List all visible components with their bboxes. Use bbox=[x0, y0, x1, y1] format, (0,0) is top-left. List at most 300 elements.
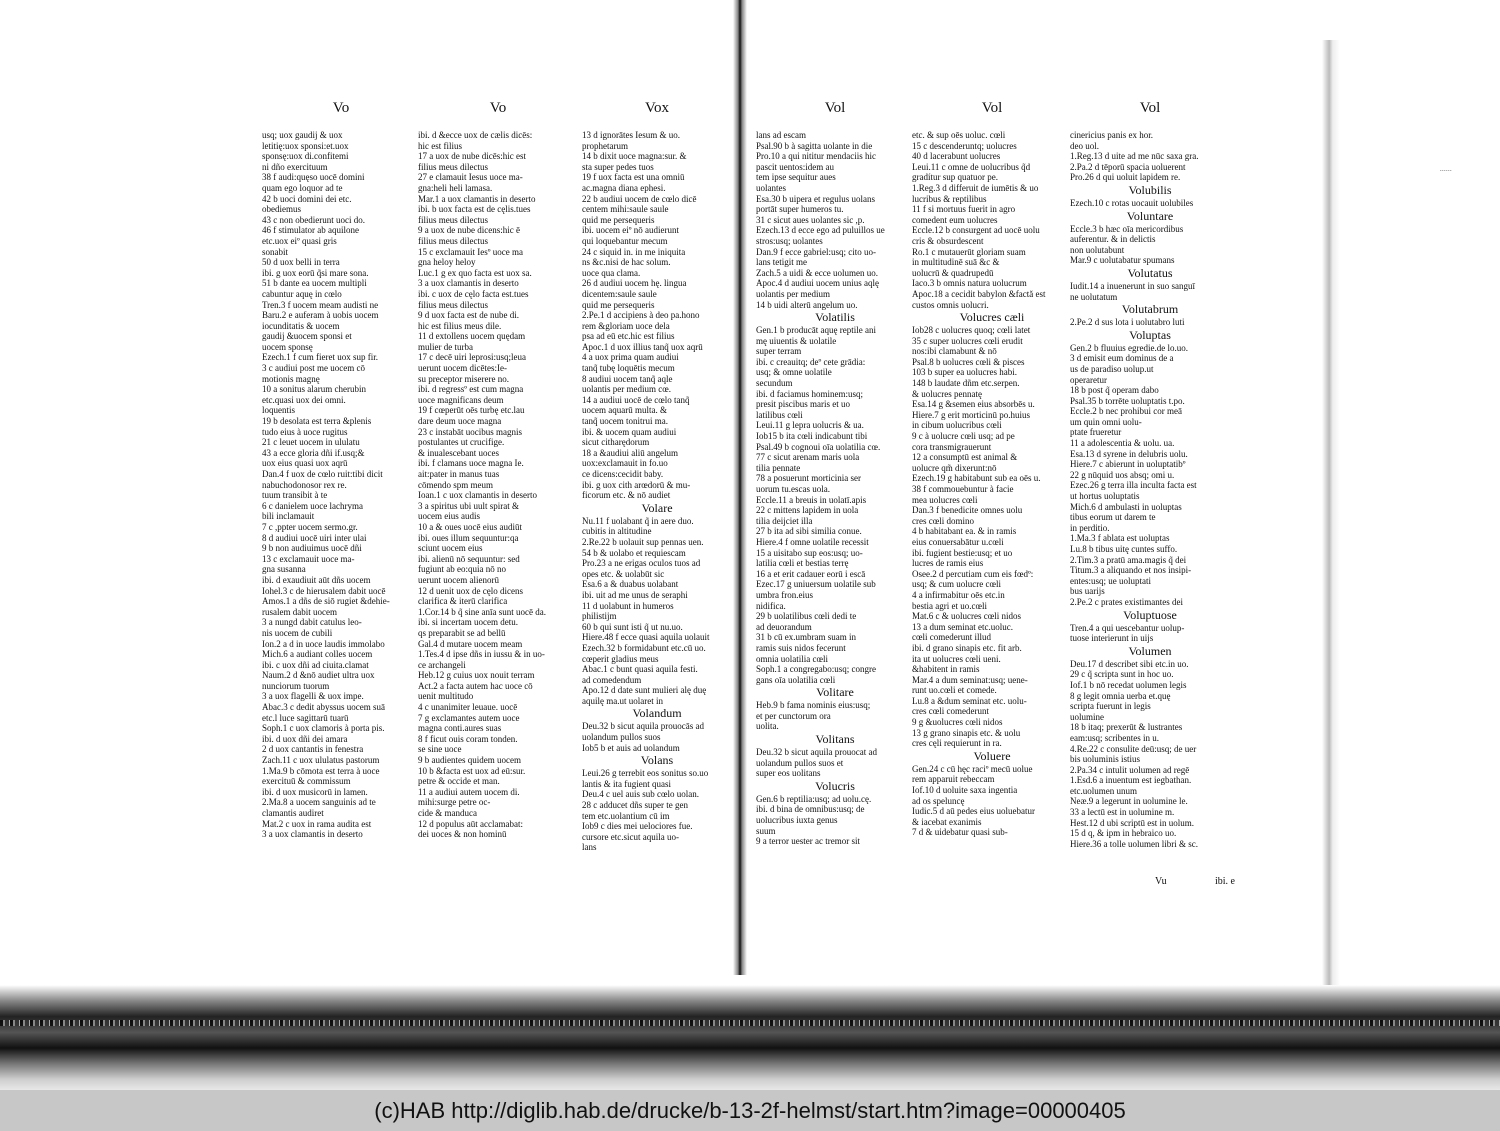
entry-line: etc. & sup oēs uoluc. cœli bbox=[912, 130, 1006, 140]
entry-line: 2 d uox cantantis in fenestra bbox=[262, 744, 364, 755]
entry-line: 35 c super uolucres cœli erudit bbox=[912, 335, 1023, 346]
entry-subheading: Volans bbox=[640, 753, 674, 768]
entry-line: tem etc.uolantium cū im bbox=[582, 810, 670, 821]
footer-url-text: (c)HAB http://diglib.hab.de/drucke/b-13-2f-helmst/start.htm?image=00000405 bbox=[374, 1097, 1126, 1123]
entry-line: nunciorum tuorum bbox=[262, 680, 330, 691]
right-page-column-1 bbox=[756, 100, 914, 847]
entry-line: ibi. d faciamus hominem:usq; bbox=[756, 388, 863, 399]
entry-line: Ezec.26 g terra illa inculta facta est bbox=[1070, 480, 1197, 491]
entry-line: loquentis bbox=[262, 405, 295, 416]
entry-line: tilia pennate bbox=[756, 462, 801, 473]
entry-line: Ezec.17 g uniuersum uolatile sub bbox=[756, 579, 876, 590]
entry-line: Dan.9 f ecce gabriel:usq; cito uo- bbox=[756, 246, 876, 257]
entry-line: lucres de ramis eius bbox=[912, 558, 984, 569]
entry-line: ibi. uocem eiº nō audierunt bbox=[582, 225, 680, 236]
entry-line: ns &c.nisi de hac solum. bbox=[582, 257, 671, 268]
entry-line: sonabit bbox=[262, 246, 288, 257]
entry-line: Amos.1 a dñs de siō rugiet &dehie- bbox=[262, 596, 390, 607]
entry-line: 26 d audiui uocem hę. lingua bbox=[582, 278, 687, 289]
entry-line: 1.Reg.13 d uite ad me nūc saxa gra. bbox=[1070, 151, 1199, 162]
entry-line: 2.Pa.2 d tēporū spacia uoluerent bbox=[1070, 161, 1186, 172]
entry-line: ibi. si incertam uocem detu. bbox=[418, 617, 518, 628]
entry-line: 12 a consumptū est animal & bbox=[912, 452, 1018, 463]
entry-line: 12 d populus aūt acclamabat: bbox=[418, 818, 523, 829]
entry-line: Hiere.7 g erit morticinū po.huius bbox=[912, 409, 1030, 420]
entry-line: Eccle.2 b nec prohibui cor meā bbox=[1070, 406, 1182, 417]
entry-line: uocem eius audis bbox=[418, 511, 480, 522]
entry-line: Abac.1 c bunt quasi aquila festi. bbox=[582, 664, 698, 675]
entry-line: Iudit.14 a inuenerunt in suo sanguī bbox=[1070, 280, 1195, 291]
entry-line: 4 a uox prima quam audiui bbox=[582, 352, 679, 363]
entry-line: Soph.1 c uox clamoris à porta pis. bbox=[262, 723, 385, 734]
entry-line: Titum.3 a aliquando et nos insipi- bbox=[1070, 565, 1192, 576]
entry-line: Hest.12 d ubi scriptū est in uolum. bbox=[1070, 817, 1194, 828]
entry-line: 23 c instabāt uocibus magnis bbox=[418, 426, 522, 437]
entry-line: bestia agri et uo.cœli bbox=[912, 600, 987, 611]
entry-line: uocem sponsę bbox=[262, 341, 313, 352]
entry-line: tilia deijciet illa bbox=[756, 515, 813, 526]
entry-line: 3 a nungd dabit catulus leo- bbox=[262, 617, 362, 628]
entry-line: Esa.14 g &semen eius absorbēs u. bbox=[912, 399, 1035, 410]
entry-line: mea uolucres cœli bbox=[912, 494, 978, 505]
entry-line: Osee.2 d percutiam cum eis fœdº: bbox=[912, 568, 1034, 579]
entry-line: uoce qua clama. bbox=[582, 267, 641, 278]
entry-subheading: Voluere bbox=[973, 748, 1011, 763]
scan-bottom-band bbox=[0, 985, 1500, 1090]
entry-line: uolucre qm̃ dixerunt:nō bbox=[912, 462, 997, 473]
entry-line: exercituū & commissum bbox=[262, 776, 351, 787]
entry-line: 21 c leuet uocem in ululatu bbox=[262, 437, 360, 448]
entry-line: Tren.4 a qui uescebantur uolup- bbox=[1070, 622, 1185, 633]
entry-line: se sine uoce bbox=[418, 744, 462, 755]
entry-line: 22 b audiui uocem de cœlo dicē bbox=[582, 193, 697, 204]
entry-line: 38 f audi:quęso uocē domini bbox=[262, 172, 365, 183]
entry-line: tibus eorum ut darem te bbox=[1070, 512, 1156, 523]
entry-line: Hiere.7 c abierunt in uoluptatibº bbox=[1070, 459, 1186, 470]
entry-line: 27 e clamauit Iesus uoce ma- bbox=[418, 172, 523, 183]
entry-line: & iacebat exanimis bbox=[912, 816, 982, 827]
entry-line: 33 a lectū est in uolumine m. bbox=[1070, 807, 1175, 818]
entry-line: 2.Pa.34 c intulit uolumen ad regē bbox=[1070, 764, 1190, 775]
entry-line: Iudic.5 d aū pedes eius uoluebatur bbox=[912, 806, 1035, 817]
entry-line: nabuchodonosor rex re. bbox=[262, 479, 347, 490]
entry-line: Psal.8 b uolucres cœli & pisces bbox=[912, 356, 1025, 367]
entry-line: qui loquebantur mecum bbox=[582, 235, 668, 246]
entry-line: uolita. bbox=[756, 721, 779, 732]
entry-line: comedent eum uolucres bbox=[912, 214, 998, 225]
entry-line: ibi. alienū nō sequuntur: sed bbox=[418, 553, 520, 564]
entry-line: petre & occide et man. bbox=[418, 776, 500, 787]
entry-line: 11 d uolabunt in humeros bbox=[582, 600, 674, 611]
margin-note: ...... bbox=[1440, 164, 1452, 173]
entry-line: 16 a et erit cadauer eorū i escā bbox=[756, 568, 866, 579]
entry-line: Ezech.10 c rotas uocauit uolubiles bbox=[1070, 197, 1194, 208]
entry-line: ac.magna diana ephesi. bbox=[582, 182, 666, 193]
entry-line: &habitent in ramis bbox=[912, 664, 980, 675]
entry-line: 7 g exclamantes autem uoce bbox=[418, 712, 520, 723]
entry-line: 18 b itaq; prexerūt & lustrantes bbox=[1070, 722, 1183, 733]
entry-line: ce dicens:cecidit baby. bbox=[582, 469, 664, 479]
entry-line: bus uarijs bbox=[1070, 586, 1105, 597]
entry-line: rusalem dabit uocem bbox=[262, 606, 337, 617]
entry-subheading: Voluptuose bbox=[1123, 607, 1177, 622]
entry-line: dare deum uoce magna bbox=[418, 416, 502, 427]
entry-line: ita ut uolucres cœli ueni. bbox=[912, 653, 1001, 664]
entry-line: Mar.9 c uolutabatur spumans bbox=[1070, 255, 1175, 266]
entry-line: 11 f si mortuus fuerit in agro bbox=[912, 204, 1016, 215]
entry-line: nos:ibi clamabunt & nō bbox=[912, 346, 997, 357]
entry-line: Heb.9 b fama nominis eius:usq; bbox=[756, 700, 871, 711]
entry-line: Esa.6 a & duabus uolabant bbox=[582, 579, 679, 590]
entry-line: runt uo.cœli et comede. bbox=[912, 685, 997, 696]
entry-line: dei uoces & non hominū bbox=[418, 829, 507, 840]
entry-line: Ezech.13 d ecce ego ad puluillos ue bbox=[756, 225, 885, 236]
column-header: Vox bbox=[645, 100, 669, 116]
entry-line: omnia uolatilia cœli bbox=[756, 653, 828, 664]
entry-line: 2.Ma.8 a uocem sanguinis ad te bbox=[262, 797, 376, 808]
entry-subheading: Volubilis bbox=[1128, 182, 1172, 197]
entry-line: etc.uolumen unum bbox=[1070, 785, 1137, 796]
entry-line: sta super pedes tuos bbox=[582, 161, 654, 172]
entry-line: 50 d uox belli in terra bbox=[262, 257, 340, 268]
entry-line: Gen.1 b producāt aquę reptile ani bbox=[756, 325, 876, 336]
right-page-column-2 bbox=[912, 100, 1072, 838]
entry-line: Zach.11 c uox ululatus pastorum bbox=[262, 755, 380, 766]
entry-line: ibi. d bina de omnibus:usq; de bbox=[756, 804, 865, 815]
entry-line: opes etc. & uolabūt sic bbox=[582, 568, 665, 579]
entry-line: postulantes ut crucifige. bbox=[418, 437, 505, 448]
entry-line: Baru.2 e auferam à uobis uocem bbox=[262, 310, 379, 321]
entry-line: Pro.23 a ne erigas oculos tuos ad bbox=[582, 558, 701, 569]
entry-line: cres cœli domino bbox=[912, 515, 974, 526]
entry-line: 2.Tim.3 a pratū ama.magis q̃ dei bbox=[1070, 554, 1187, 565]
entry-line: latilibus cœli bbox=[756, 409, 803, 420]
entry-line: 10 a & oues uocē eius audiūt bbox=[418, 521, 522, 532]
entry-line: ad os speluncę bbox=[912, 795, 965, 806]
entry-line: rem apparuit rebeccam bbox=[912, 774, 995, 785]
entry-line: magna conti.aures suas bbox=[418, 723, 502, 734]
entry-line: 1.Ma.3 f ablata est uoluptas bbox=[1070, 533, 1170, 544]
entry-line: Act.2 a facta autem hac uoce cō bbox=[418, 680, 533, 691]
entry-line: 9 a terror uester ac tremor sit bbox=[756, 836, 860, 847]
entry-line: 3 a uox clamantis in deserto bbox=[418, 278, 519, 289]
entry-line: portāt super humeros tu. bbox=[756, 204, 844, 215]
entry-line: uocem aquarū multa. & bbox=[582, 405, 667, 416]
entry-line: Deu.32 b sicut aquila prouocat ad bbox=[756, 747, 877, 758]
entry-line: Iof.10 d uoluite saxa ingentia bbox=[912, 785, 1018, 796]
entry-line: Ezech.19 g habitabunt sub ea oēs u. bbox=[912, 473, 1041, 484]
entry-line: 11 a audiui autem uocem di. bbox=[418, 786, 520, 797]
entry-line: uerunt uocem dicētes:Ie- bbox=[418, 363, 507, 374]
entry-line: sciunt uocem eius bbox=[418, 543, 483, 554]
entry-line: 1.Ma.9 b cōmota est terra à uoce bbox=[262, 765, 380, 776]
entry-line: Heb.12 g cuius uox nouit terram bbox=[418, 670, 535, 681]
entry-line: Iof.1 b nō recedat uolumen legis bbox=[1070, 679, 1187, 690]
entry-line: Ezech.32 b formidabunt etc.cū uo. bbox=[582, 642, 706, 653]
entry-line: Apoc.1 d uox illius tanq̃ uox aqrū bbox=[582, 341, 703, 352]
entry-line: cinericius panis ex hor. bbox=[1070, 130, 1153, 140]
entry-line: quam ego loquor ad te bbox=[262, 182, 343, 193]
entry-line: tanq̃ tubę loquētis mecum bbox=[582, 363, 675, 374]
entry-line: 77 c sicut arenam maris uola bbox=[756, 452, 860, 463]
entry-line: fugiunt ab eo:quia nō no bbox=[418, 564, 506, 575]
entry-line: non uolutabunt bbox=[1070, 244, 1125, 255]
entry-line: su preceptor miserere no. bbox=[418, 373, 509, 384]
entry-line: Iohel.3 c de hierusalem dabit uocē bbox=[262, 585, 386, 596]
entry-line: aquilę ma.ut uolaret in bbox=[582, 695, 663, 706]
column-header: Vol bbox=[981, 100, 1003, 116]
entry-line: ibi. oues illum sequuntur:qa bbox=[418, 532, 519, 543]
entry-line: Psal.35 b torrēte uoluptatis t.po. bbox=[1070, 395, 1185, 406]
entry-line: ficorum etc. & nō audiet bbox=[582, 490, 671, 501]
entry-line: Eccle.12 b consurgent ad uocē uolu bbox=[912, 225, 1040, 236]
entry-line: suum bbox=[756, 825, 776, 836]
entry-line: psa ad eū etc.hic est filius bbox=[582, 331, 675, 342]
entry-line: 4.Re.22 c consulite deū:usq; de uer bbox=[1070, 743, 1197, 754]
entry-line: Hiere.36 a tolle uolumen libri & sc. bbox=[1070, 838, 1198, 849]
entry-line: usq; & omne uolatile bbox=[756, 367, 832, 378]
entry-line: Eccle.3 b hæc oīa mericordibus bbox=[1070, 223, 1184, 234]
entry-line: 11 a adolescentia & uolu. ua. bbox=[1070, 438, 1175, 449]
entry-line: 9 b audientes quidem uocem bbox=[418, 755, 521, 766]
entry-line: 3 c audiui post me uocem cō bbox=[262, 363, 365, 374]
entry-line: 4 b habitabant ea. & in ramis bbox=[912, 526, 1017, 537]
entry-subheading: Voluntare bbox=[1126, 208, 1174, 223]
entry-line: operaretur bbox=[1070, 374, 1107, 385]
entry-line: Lu.8 a &dum seminat etc. uolu- bbox=[912, 695, 1027, 706]
binding-gutter bbox=[733, 0, 747, 975]
entry-line: Eccle.11 a breuis in uolatī.apis bbox=[756, 494, 867, 505]
entry-line: 9 a uox de nube dicens:hic ē bbox=[418, 225, 520, 236]
entry-line: hic est filius bbox=[418, 140, 462, 151]
entry-line: cœperit gladius meus bbox=[582, 653, 659, 664]
entry-line: 14 a audiui uocē de cœlo tanq̃ bbox=[582, 394, 690, 405]
entry-line: pascit uentos:idem au bbox=[756, 161, 834, 172]
entry-line: Zach.5 a uidi & ecce uolumen uo. bbox=[756, 267, 878, 278]
entry-line: Deu.17 d describet sibi etc.in uo. bbox=[1070, 658, 1189, 669]
entry-line: 29 c q̃ scripta sunt in hoc uo. bbox=[1070, 669, 1174, 680]
entry-line: 2.Pe.1 d accipiens à deo pa.hono bbox=[582, 310, 700, 321]
page-edge-shadow bbox=[1322, 40, 1340, 990]
entry-line: 24 c siquid in. in me iniquita bbox=[582, 246, 686, 257]
entry-line: uolucribus iuxta genus bbox=[756, 815, 838, 826]
left-page-column-3 bbox=[582, 100, 732, 853]
entry-line: filius meus dilectus bbox=[418, 214, 488, 225]
entry-subheading: Volucres cæli bbox=[959, 310, 1025, 325]
entry-line: 1.Reg.3 d differuit de iumētis & uo bbox=[912, 182, 1039, 193]
entry-line: Hiere.4 f omne uolatile recessit bbox=[756, 536, 869, 547]
entry-line: 11 d extollens uocem quędam bbox=[418, 331, 526, 342]
entry-line: gradítur sup quatuor pe. bbox=[912, 172, 998, 183]
entry-line: mihi:surge petre oc- bbox=[418, 797, 491, 808]
entry-line: custos omnis uolucri. bbox=[912, 299, 989, 310]
entry-line: cubitis in altitudine bbox=[582, 526, 652, 537]
column-header: Vo bbox=[489, 100, 507, 116]
entry-line: Psal.90 b à sagitta uolante in die bbox=[756, 140, 873, 151]
entry-line: cres cęli requierunt in ra. bbox=[912, 738, 1002, 749]
entry-line: 42 b uoci domini dei etc. bbox=[262, 193, 352, 204]
entry-line: Mat.6 c & uolucres cœli nidos bbox=[912, 611, 1021, 622]
entry-line: Pro.26 d qui uoluit lapidem re. bbox=[1070, 172, 1181, 183]
entry-line: uolantis per medium cœ. bbox=[582, 384, 671, 395]
entry-line: ibi. fugient bestie:usq; et uo bbox=[912, 547, 1013, 558]
entry-line: Mat.2 c uox in rama audita est bbox=[262, 818, 372, 829]
entry-line: Apoc.4 d audiui uocem unius aqlę bbox=[756, 278, 879, 289]
entry-line: ibi. & uocem quam audiui bbox=[582, 426, 677, 437]
entry-line: filius meus dilectus bbox=[418, 235, 488, 246]
entry-line: uorum tu.escas uola. bbox=[756, 484, 830, 494]
entry-line: 13 g grano sinapis etc. & uolu bbox=[912, 727, 1021, 738]
entry-subheading: Volumen bbox=[1128, 643, 1172, 658]
entry-line: 8 audiui uocem tanq̃ aqle bbox=[582, 373, 673, 384]
entry-line: uolantes bbox=[756, 182, 786, 193]
entry-line: uolandum pullos suos bbox=[582, 732, 661, 743]
entry-line: ad comedendum bbox=[582, 674, 642, 685]
entry-line: 1.Cor.14 b q̃ sine anīa sunt uocē da. bbox=[418, 606, 546, 617]
footer-bar bbox=[0, 1090, 1500, 1131]
entry-line: 29 b uolatilibus cœli dedi te bbox=[756, 611, 857, 622]
entry-line: 9 c à uolucre cœli usq; ad pe bbox=[912, 431, 1015, 442]
entry-line: 3 a uox flagelli & uox impe. bbox=[262, 691, 364, 702]
entry-line: 7 d & uidebatur quasi sub- bbox=[912, 827, 1008, 838]
entry-line: tudo eius à uoce rugitus bbox=[262, 426, 348, 437]
entry-line: Nu.11 f uolabant q̃ in aere duo. bbox=[582, 515, 694, 526]
entry-line: Deu.32 b sicut aquila prouocās ad bbox=[582, 721, 704, 732]
entry-line: ibi. g uox cith arœdorū & mu- bbox=[582, 479, 691, 490]
entry-line: ibi. d regressº est cum magna bbox=[418, 384, 524, 395]
entry-line: 46 f stimulator ab aquilone bbox=[262, 225, 359, 236]
entry-line: in perditio. bbox=[1070, 522, 1110, 533]
entry-line: filius meus dilectus bbox=[418, 161, 488, 172]
entry-line: 8 d audiui uocē uiri inter ulai bbox=[262, 532, 367, 543]
entry-line: gans oīa uolatilia cœli bbox=[756, 674, 836, 685]
entry-line: etc.quasi uox dei omni. bbox=[262, 394, 346, 405]
entry-line: Abac.3 c dedit abyssus uocem suā bbox=[262, 702, 385, 713]
entry-line: in cibum uolucribus cœli bbox=[912, 420, 1002, 431]
entry-line: ne uolutatum bbox=[1070, 291, 1118, 302]
entry-subheading: Volatilis bbox=[815, 310, 855, 325]
entry-line: auferentur. & in delictis bbox=[1070, 234, 1156, 245]
entry-line: 13 a dum seminat etc.uoluc. bbox=[912, 621, 1013, 632]
entry-line: cōmendo spm meum bbox=[418, 479, 493, 490]
entry-line: 9 b non audiuimus uocē dñi bbox=[262, 543, 362, 554]
entry-subheading: Volare bbox=[641, 500, 673, 515]
entry-line: philistijm bbox=[582, 611, 617, 622]
entry-line: ut hortus uoluptatis bbox=[1070, 491, 1140, 502]
entry-line: 1.Esd.6 a inuentum est iegbathan. bbox=[1070, 775, 1192, 786]
entry-line: ibi. d &ecce uox de cælis dicēs: bbox=[418, 130, 533, 140]
entry-line: Ioan.1 c uox clamantis in deserto bbox=[418, 490, 537, 501]
entry-line: mę uiuentis & uolatile bbox=[756, 335, 837, 346]
entry-line: lans tetigit me bbox=[756, 257, 807, 268]
entry-subheading: Voluptas bbox=[1129, 327, 1171, 342]
entry-subheading: Volucris bbox=[815, 778, 855, 793]
entry-line: Lu.8 b tibus uitę cuntes suffo. bbox=[1070, 544, 1178, 554]
entry-line: Mich.6 a audiant colles uocem bbox=[262, 649, 373, 660]
entry-line: 31 c sicut aues uolantes sic ,p. bbox=[756, 214, 865, 225]
entry-line: ait:pater in manus tuas bbox=[418, 469, 500, 479]
entry-line: Ion.2 a d in uoce laudis immolabo bbox=[262, 638, 385, 649]
entry-line: nidifica. bbox=[756, 600, 786, 611]
entry-line: ibi. c creauitq; deº cete grādia: bbox=[756, 356, 866, 367]
entry-line: gna heloy heloy bbox=[418, 257, 476, 268]
entry-line: 4 a infirmabitur oēs etc.in bbox=[912, 589, 1005, 600]
entry-line: tuum transibit à te bbox=[262, 490, 328, 501]
entry-line: & uolucres pennatę bbox=[912, 388, 982, 399]
catchword-right: ibi. e bbox=[1215, 876, 1235, 887]
entry-line: cide & manduca bbox=[418, 808, 477, 818]
entry-line: 7 c ,ppter uocem sermo.gr. bbox=[262, 521, 358, 532]
entry-line: ptate frueretur bbox=[1070, 427, 1122, 438]
entry-line: 10 b &facta est uox ad eū:sur. bbox=[418, 765, 526, 776]
entry-line: ibi. c uox de cęlo facta est.tues bbox=[418, 288, 529, 299]
entry-line: tuose interierunt in uijs bbox=[1070, 633, 1154, 644]
entry-line: obediemus bbox=[262, 204, 301, 215]
entry-line: 27 b ita ad sibi similia conue. bbox=[756, 526, 862, 537]
entry-line: Esa.13 d syrene in delubris uolu. bbox=[1070, 448, 1188, 459]
entry-line: qs preparabit se ad bellū bbox=[418, 627, 506, 638]
entry-line: 19 f cœperūt oēs turbę etc.lau bbox=[418, 405, 525, 416]
entry-line: uolantis per medium bbox=[756, 288, 830, 299]
entry-line: 8 g legit omnia uerba et.quę bbox=[1070, 690, 1171, 701]
entry-line: Mich.6 d ambulasti in uoluptas bbox=[1070, 501, 1182, 512]
entry-line: 22 g nūquid uos absq; omi u. bbox=[1070, 469, 1175, 480]
entry-line: Mar.1 a uox clamantis in deserto bbox=[418, 193, 536, 204]
column-header: Vol bbox=[824, 100, 846, 116]
entry-line: 15 c exclamauit Iesº uoce ma bbox=[418, 246, 523, 257]
entry-line: latilia cœli et bestias terrę bbox=[756, 558, 849, 569]
entry-line: sponsę:uox di.confitemi bbox=[262, 151, 349, 162]
entry-line: 148 b laudate dñm etc.serpen. bbox=[912, 378, 1020, 389]
entry-line: Gen.2 b fluuius egredie.de lo.uo. bbox=[1070, 342, 1188, 353]
entry-line: rem &gloriam uoce dela bbox=[582, 320, 670, 331]
entry-line: usq; & cum uolucre cœli bbox=[912, 579, 1001, 590]
entry-line: in multitudinē suā &c & bbox=[912, 257, 1000, 268]
entry-line: ni dño exercituum bbox=[262, 161, 328, 172]
entry-line: Neæ.9 a legerunt in uolumine le. bbox=[1070, 796, 1188, 807]
entry-line: gaudij &uocem sponsi et bbox=[262, 331, 352, 342]
entry-line: 14 b uidi alterū angelum uo. bbox=[756, 299, 858, 310]
entry-line: ibi. c uox dñi ad ciuita.clamat bbox=[262, 659, 369, 670]
entry-line: sicut citharędorum bbox=[582, 437, 650, 448]
catchword: Vu bbox=[1155, 876, 1167, 887]
entry-line: 18 a &audiui aliū angelum bbox=[582, 447, 678, 458]
entry-line: 15 a uisitabo sup eos:usq; uo- bbox=[756, 547, 863, 558]
entry-line: deo uol. bbox=[1070, 140, 1099, 151]
entry-line: quid me persequeris bbox=[582, 214, 655, 225]
entry-line: cabuntur aquę in cœlo bbox=[262, 288, 342, 299]
entry-line: scripta fuerunt in legis bbox=[1070, 701, 1151, 712]
entry-line: uox:exclamauit in fo.uo bbox=[582, 458, 668, 469]
entry-line: umbra fron.eius bbox=[756, 589, 813, 600]
entry-line: tem ipse sequitur aues bbox=[756, 172, 836, 183]
entry-subheading: Volitare bbox=[816, 685, 854, 700]
entry-line: cres cœli comederunt bbox=[912, 706, 989, 717]
left-page-column-1 bbox=[262, 100, 420, 840]
entry-line: Gen.6 b reptilia:usq; ad uolu.cę. bbox=[756, 793, 872, 804]
column-header: Vol bbox=[1139, 100, 1161, 116]
entry-line: Psal.49 b cognoui oīa uolatilia cœ. bbox=[756, 441, 881, 452]
entry-line: tanq̃ uocem tonitrui ma. bbox=[582, 416, 668, 427]
entry-line: dicentem:saule saule bbox=[582, 288, 657, 299]
entry-line: nis uocem de cubili bbox=[262, 627, 333, 638]
entry-line: 17 c decē uiri leprosi:usq;leua bbox=[418, 352, 526, 363]
entry-line: entes:usq; ue uoluptati bbox=[1070, 575, 1151, 586]
entry-line: ad deuorandum bbox=[756, 621, 812, 632]
entry-line: ibi. f clamans uoce magna Ie. bbox=[418, 458, 524, 469]
entry-line: Leui.11 c omne de uolucribus q̃d bbox=[912, 161, 1031, 172]
entry-line: Iob28 c uolucres quoq; cœli latet bbox=[912, 325, 1031, 336]
